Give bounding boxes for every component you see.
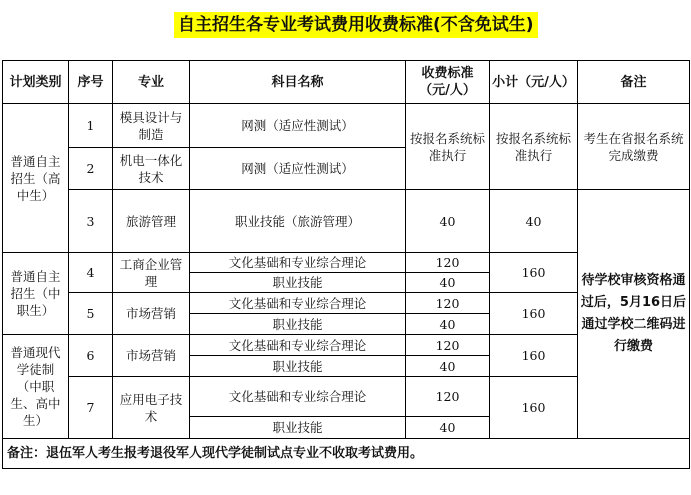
subtotal-cell: 160 <box>490 293 578 335</box>
footer-row <box>3 439 690 469</box>
header-category: 计划类别 <box>3 61 69 104</box>
fee-table <box>2 60 690 469</box>
subtotal-cell: 160 <box>490 377 578 439</box>
fee-cell: 120 <box>406 377 490 417</box>
fee-cell: 120 <box>406 293 490 314</box>
note-cell: 待学校审核资格通过后，5月16日后通过学校二维码进行缴费 <box>578 190 690 439</box>
header-note: 备注 <box>578 61 690 104</box>
footer-note: 备注：退伍军人考生报考退役军人现代学徒制试点专业不收取考试费用。 <box>3 439 690 469</box>
subject-cell: 文化基础和专业综合理论 <box>190 335 406 356</box>
category-cell: 普通自主招生（中职生） <box>3 253 69 335</box>
seq-cell: 2 <box>69 148 113 190</box>
major-cell: 工商企业管理 <box>113 253 190 293</box>
fee-cell: 40 <box>406 314 490 335</box>
major-cell: 应用电子技术 <box>113 377 190 439</box>
subtotal-cell: 160 <box>490 253 578 293</box>
subject-cell: 职业技能 <box>190 417 406 439</box>
header-fee: 收费标准（元/人） <box>406 61 490 104</box>
seq-cell: 3 <box>69 190 113 253</box>
subject-cell: 职业技能 <box>190 356 406 377</box>
subject-cell: 职业技能（旅游管理） <box>190 190 406 253</box>
fee-cell: 120 <box>406 253 490 273</box>
fee-cell: 按报名系统标准执行 <box>406 104 490 190</box>
subject-cell: 文化基础和专业综合理论 <box>190 253 406 273</box>
seq-cell: 4 <box>69 253 113 293</box>
note-cell: 考生在省报名系统完成缴费 <box>578 104 690 190</box>
major-cell: 机电一体化技术 <box>113 148 190 190</box>
major-cell: 模具设计与制造 <box>113 104 190 148</box>
fee-cell: 40 <box>406 273 490 293</box>
category-cell: 普通现代学徒制（中职生、高中生） <box>3 335 69 439</box>
header-row <box>3 61 690 104</box>
header-seq: 序号 <box>69 61 113 104</box>
major-cell: 市场营销 <box>113 335 190 377</box>
table-row <box>3 104 690 148</box>
category-cell: 普通自主招生（高中生） <box>3 104 69 253</box>
subject-cell: 网测（适应性测试） <box>190 148 406 190</box>
fee-cell: 120 <box>406 335 490 356</box>
header-subject: 科目名称 <box>190 61 406 104</box>
subject-cell: 职业技能 <box>190 273 406 293</box>
header-major: 专业 <box>113 61 190 104</box>
fee-cell: 40 <box>406 190 490 253</box>
fee-cell: 40 <box>406 356 490 377</box>
header-subtotal: 小计（元/人） <box>490 61 578 104</box>
seq-cell: 6 <box>69 335 113 377</box>
subtotal-cell: 160 <box>490 335 578 377</box>
seq-cell: 7 <box>69 377 113 439</box>
subject-cell: 网测（适应性测试） <box>190 104 406 148</box>
seq-cell: 5 <box>69 293 113 335</box>
page-title: 自主招生各专业考试费用收费标准(不含免试生) <box>174 12 538 38</box>
subject-cell: 职业技能 <box>190 314 406 335</box>
fee-cell: 40 <box>406 417 490 439</box>
seq-cell: 1 <box>69 104 113 148</box>
table-row <box>3 190 690 253</box>
subtotal-cell: 40 <box>490 190 578 253</box>
subject-cell: 文化基础和专业综合理论 <box>190 377 406 417</box>
major-cell: 旅游管理 <box>113 190 190 253</box>
subject-cell: 文化基础和专业综合理论 <box>190 293 406 314</box>
major-cell: 市场营销 <box>113 293 190 335</box>
subtotal-cell: 按报名系统标准执行 <box>490 104 578 190</box>
